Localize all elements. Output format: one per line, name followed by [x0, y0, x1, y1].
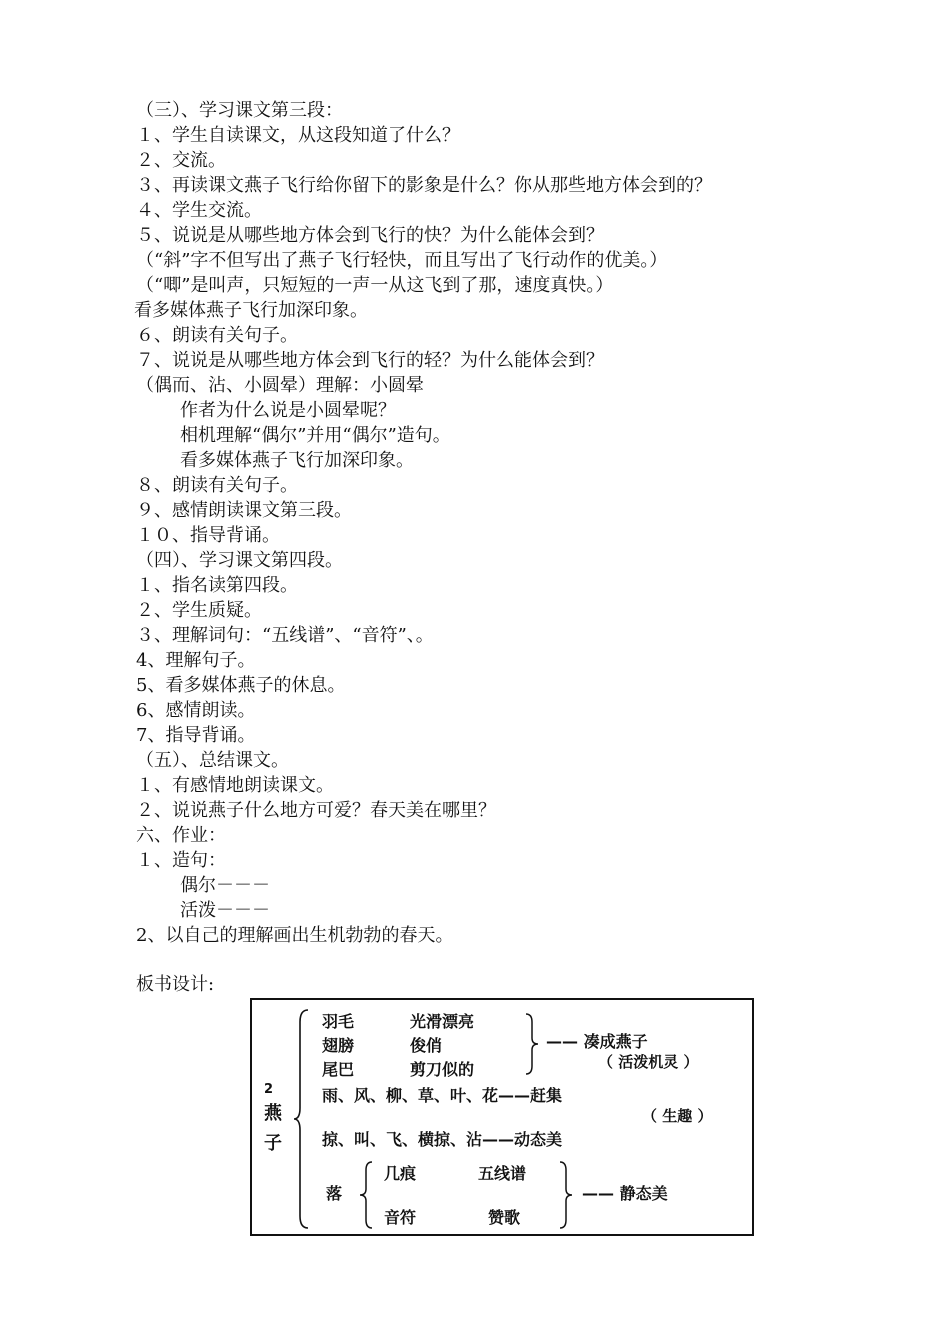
board-number: 2 — [264, 1082, 274, 1097]
text-line: ３、理解词句：“五线谱”、“音符”、。 — [136, 625, 434, 646]
board-result: —— 凑成燕子 — [546, 1032, 648, 1051]
board-term: 尾巴 — [322, 1060, 355, 1079]
text-line: 偶尔－－－ — [180, 875, 270, 896]
board-design-heading: 板书设计: — [136, 974, 215, 995]
board-title-char: 燕 — [264, 1103, 282, 1124]
text-line: １、学生自读课文，从这段知道了什么？ — [136, 125, 460, 146]
text-line: ６、朗读有关句子。 — [136, 325, 298, 346]
brace-fall-right — [558, 1160, 574, 1230]
board-term: 落 — [326, 1184, 343, 1203]
lesson-text — [136, 98, 876, 997]
text-line: １０、指导背诵。 — [136, 525, 280, 546]
section-4-heading: （四）、学习课文第四段。 — [136, 550, 343, 571]
text-line: 看多媒体燕子飞行加深印象。 — [134, 300, 368, 321]
brace-fall-left — [358, 1160, 374, 1230]
text-line: 4、理解句子。 — [136, 650, 256, 671]
text-line: 5、看多媒体燕子的休息。 — [136, 675, 346, 696]
text-line: （“唧”是叫声，只短短的一声一从这飞到了那，速度真快。） — [136, 275, 614, 296]
text-line: （偶而、沾、小圆晕）理解：小圆晕 — [136, 375, 424, 396]
blackboard-design-box — [250, 998, 754, 1236]
board-term: 音符 — [384, 1208, 417, 1227]
text-line: ３、再读课文燕子飞行给你留下的影象是什么？你从那些地方体会到的？ — [136, 175, 712, 196]
board-term: 翅膀 — [322, 1036, 355, 1055]
board-result-note: （ 活泼机灵 ） — [598, 1053, 699, 1071]
text-line: １、有感情地朗读课文。 — [136, 775, 334, 796]
text-line: 活泼－－－ — [180, 900, 270, 921]
brace-features-right — [524, 1012, 540, 1076]
board-row: 掠、叫、飞、横掠、沾——动态美 — [322, 1130, 563, 1149]
text-line: 7、指导背诵。 — [136, 725, 256, 746]
text-line: ２、说说燕子什么地方可爱？春天美在哪里？ — [136, 800, 496, 821]
text-line: ９、感情朗读课文第三段。 — [136, 500, 352, 521]
board-term: 俊俏 — [410, 1036, 443, 1055]
text-line: １、指名读第四段。 — [136, 575, 298, 596]
text-line: ７、说说是从哪些地方体会到飞行的轻？为什么能体会到？ — [136, 350, 604, 371]
board-term: 剪刀似的 — [410, 1060, 475, 1079]
text-line: 看多媒体燕子飞行加深印象。 — [180, 450, 414, 471]
text-line: 相机理解“偶尔”并用“偶尔”造句。 — [180, 425, 451, 446]
text-line: ４、学生交流。 — [136, 200, 262, 221]
board-term: 赞歌 — [488, 1208, 521, 1227]
section-5-heading: （五）、总结课文。 — [136, 750, 289, 771]
text-line: １、造句： — [136, 850, 226, 871]
section-3-heading: （三）、学习课文第三段： — [136, 100, 343, 121]
text-line: ８、朗读有关句子。 — [136, 475, 298, 496]
text-line: 2、以自己的理解画出生机勃勃的春天。 — [136, 925, 454, 946]
board-term: 五线谱 — [478, 1164, 527, 1183]
board-term: 几痕 — [384, 1164, 417, 1183]
text-line: ２、交流。 — [136, 150, 226, 171]
text-line: 6、感情朗读。 — [136, 700, 256, 721]
text-line: 作者为什么说是小圆晕呢？ — [180, 400, 396, 421]
board-result: —— 静态美 — [582, 1184, 668, 1203]
text-line: （“斜”字不但写出了燕子飞行轻快，而且写出了飞行动作的优美。） — [136, 250, 668, 271]
board-term: 光滑漂亮 — [410, 1012, 475, 1031]
board-row: 雨、风、柳、草、叶、花——赶集 — [322, 1086, 563, 1105]
brace-main — [292, 1008, 312, 1230]
board-title-char: 子 — [264, 1133, 282, 1154]
homework-heading: 六、作业： — [136, 825, 226, 846]
board-term: 羽毛 — [322, 1012, 355, 1031]
board-row-note: （ 生趣 ） — [642, 1107, 713, 1125]
text-line: ２、学生质疑。 — [136, 600, 262, 621]
text-line: ５、说说是从哪些地方体会到飞行的快？为什么能体会到？ — [136, 225, 604, 246]
